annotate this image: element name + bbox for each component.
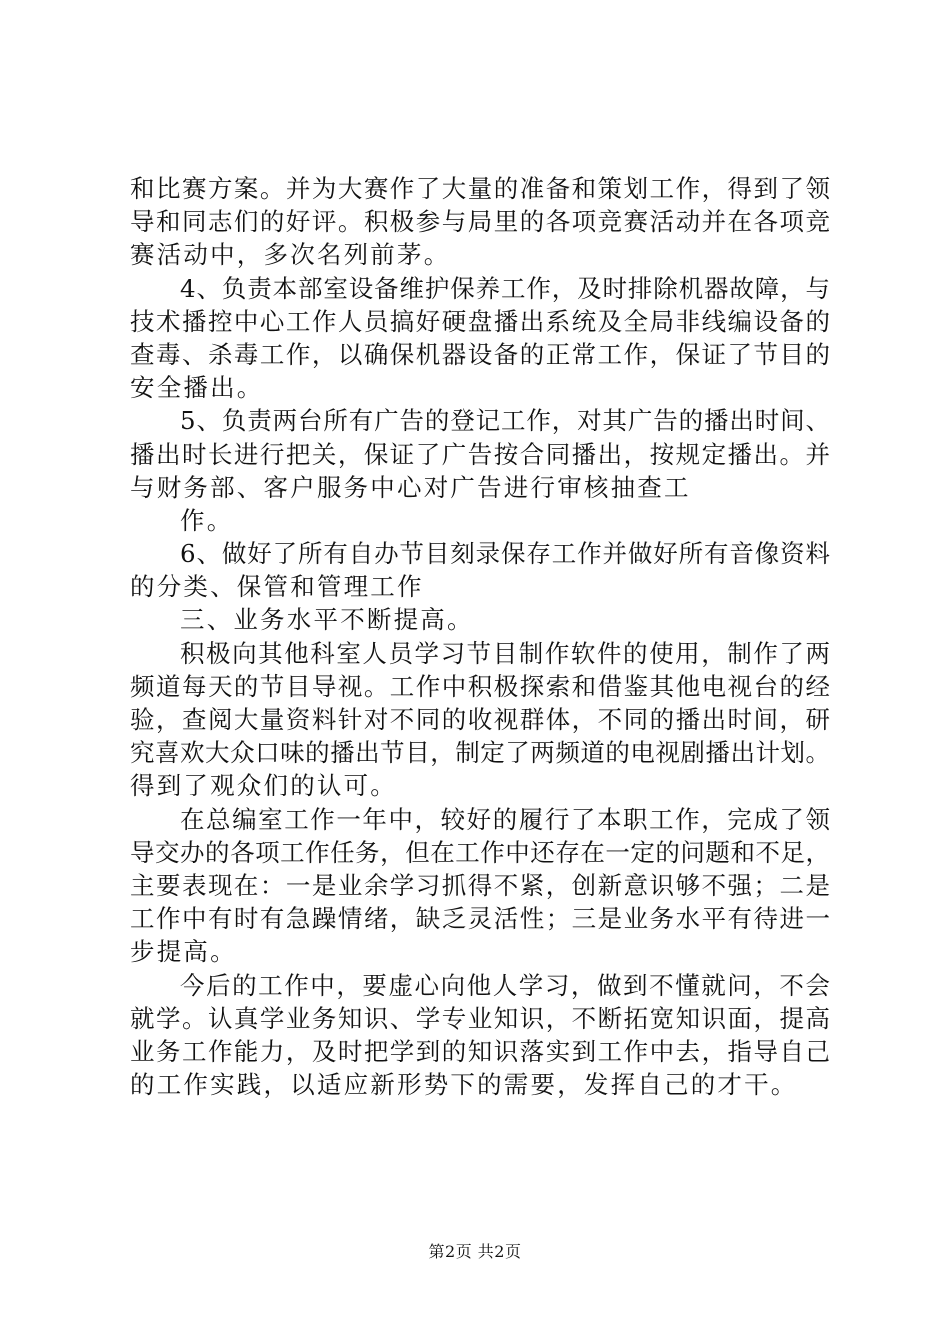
- text-line: 技术播控中心工作人员搞好硬盘播出系统及全局非线编设备的: [130, 306, 830, 336]
- text-line: 业务工作能力，及时把学到的知识落实到工作中去，指导自己: [130, 1036, 830, 1066]
- text-line: 究喜欢大众口味的播出节目，制定了两频道的电视剧播出计划。: [130, 738, 830, 768]
- text-line: 频道每天的节目导视。工作中积极探索和借鉴其他电视台的经: [130, 671, 830, 701]
- text-line: 与财务部、客户服务中心对广告进行审核抽查工: [130, 472, 691, 502]
- text-line: 在总编室工作一年中，较好的履行了本职工作，完成了领: [180, 804, 830, 834]
- text-line: 步提高。: [130, 937, 237, 967]
- text-line: 5、负责两台所有广告的登记工作，对其广告的播出时间、: [180, 406, 830, 436]
- text-line: 今后的工作中，要虚心向他人学习，做到不懂就问，不会: [180, 970, 830, 1000]
- text-line: 的工作实践，以适应新形势下的需要，发挥自己的才干。: [130, 1070, 798, 1100]
- text-line: 的分类、保管和管理工作: [130, 572, 424, 602]
- text-line: 查毒、杀毒工作，以确保机器设备的正常工作，保证了节目的: [130, 339, 830, 369]
- text-line: 验，查阅大量资料针对不同的收视群体，不同的播出时间，研: [130, 705, 830, 734]
- text-line: 积极向其他科室人员学习节目制作软件的使用，制作了两: [180, 638, 830, 668]
- text-line: 和比赛方案。并为大赛作了大量的准备和策划工作，得到了领: [130, 174, 830, 203]
- text-line: 主要表现在：一是业余学习抓得不紧，创新意识够不强；二是: [130, 870, 830, 900]
- text-line: 4、负责本部室设备维护保养工作，及时排除机器故障，与: [180, 273, 830, 303]
- page-number: 第2页 共2页: [428, 1242, 522, 1261]
- document-body: [130, 172, 830, 1101]
- text-line: 播出时长进行把关，保证了广告按合同播出，按规定播出。并: [130, 439, 830, 469]
- text-line: 就学。认真学业务知识、学专业知识，不断拓宽知识面，提高: [130, 1003, 830, 1033]
- text-line: 导交办的各项工作任务，但在工作中还存在一定的问题和不足，: [130, 837, 830, 867]
- text-line: 工作中有时有急躁情绪，缺乏灵活性；三是业务水平有待进一: [130, 904, 830, 934]
- text-line: 安全播出。: [130, 373, 264, 403]
- text-line: 得到了观众们的认可。: [130, 771, 397, 801]
- text-line: 6、做好了所有自办节目刻录保存工作并做好所有音像资料: [180, 539, 830, 569]
- text-line: 导和同志们的好评。积极参与局里的各项竞赛活动并在各项竞: [130, 207, 830, 237]
- section-heading: 三、业务水平不断提高。: [180, 605, 474, 635]
- text-line: 赛活动中，多次名列前茅。: [130, 240, 451, 270]
- text-line: 作。: [180, 505, 234, 535]
